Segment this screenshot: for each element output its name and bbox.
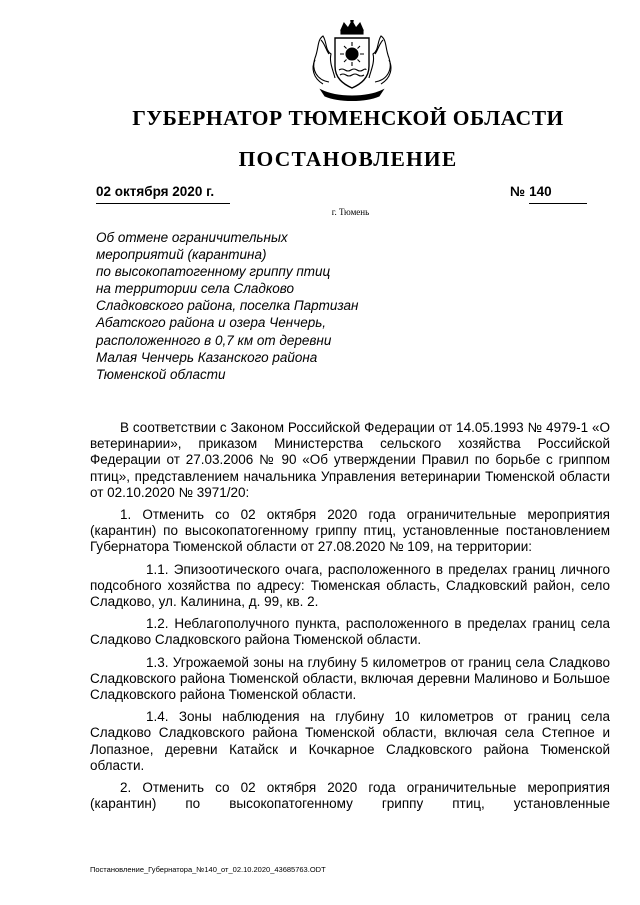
subject-line: расположенного в 0,7 км от деревни [96,332,332,348]
paragraph-2: 2. Отменить со 02 октября 2020 года ограничительные мероприятия (карантин) по высокопатогенному гриппу птиц, установленные [90,780,610,812]
paragraph-1-4: 1.4. Зоны наблюдения на глубину 10 километров от границ села Сладково Сладковского района Тюменской области, включая села Степное и Лопазное, деревни Катайск и Кочкарное Сладковского района Тюменской области. [90,709,610,773]
paragraph-1: 1. Отменить со 02 октября 2020 года ограничительные мероприятия (карантин) по высокопатогенному гриппу птиц, установленные постановлением Губернатора Тюменской области от 27.08.2020 № 109, на территории: [90,507,610,555]
paragraph-1-3: 1.3. Угрожаемой зоны на глубину 5 километров от границ села Сладково Сладковского района Тюменской области, включая деревни Малиново и Большое Сладковского района Тюменской области. [90,654,610,703]
document-type-title: ПОСТАНОВЛЕНИЕ [238,147,458,171]
footer-filename: Постановление_Губернатора_№140_от_02.10.2020_43685763.ODT [90,865,326,874]
tyumen-coat-of-arms-icon [299,20,405,104]
document-body [90,420,610,812]
city: г. Тюмень [331,207,370,217]
subject-line: Тюменской области [96,366,226,382]
number-label: № [510,184,526,199]
organization-title: ГУБЕРНАТОР ТЮМЕНСКОЙ ОБЛАСТИ [132,106,564,130]
subject-line: на территории села Сладково [96,281,294,297]
subject-line: Сладковского района, поселка Партизан [96,298,359,314]
document-number: 140 [529,182,587,204]
document-subject [96,229,436,383]
document-number-field [510,182,587,204]
preamble-paragraph: В соответствии с Законом Российской Федерации от 14.05.1993 № 4979-1 «О ветеринарии», приказом Министерства сельского хозяйства Российской Федерации от 27.03.2006 № 90 «Об утверждении Правил по борьбе с гриппом птиц», представлением начальника Управления ветеринарии Тюменской области от 02.10.2020 № 3971/20: [90,420,610,500]
subject-line: Об отмене ограничительных [96,230,288,245]
paragraph-1-1: 1.1. Эпизоотического очага, расположенного в пределах границ личного подсобного хозяйства по адресу: Тюменская область, Сладковский район, село Сладково, ул. Калинина, д. 99, кв. 2. [90,561,610,610]
subject-line: Малая Ченчерь Казанского района [96,349,318,365]
paragraph-1-2: 1.2. Неблагополучного пункта, расположенного в пределах границ села Сладково Сладковского района Тюменской области. [90,616,610,648]
subject-line: Абатского района и озера Ченчерь, [96,315,327,331]
subject-line: по высокопатогенному гриппу птиц [96,264,331,280]
subject-line: мероприятий (карантина) [96,247,267,263]
document-date: 02 октября 2020 г. [96,182,230,204]
